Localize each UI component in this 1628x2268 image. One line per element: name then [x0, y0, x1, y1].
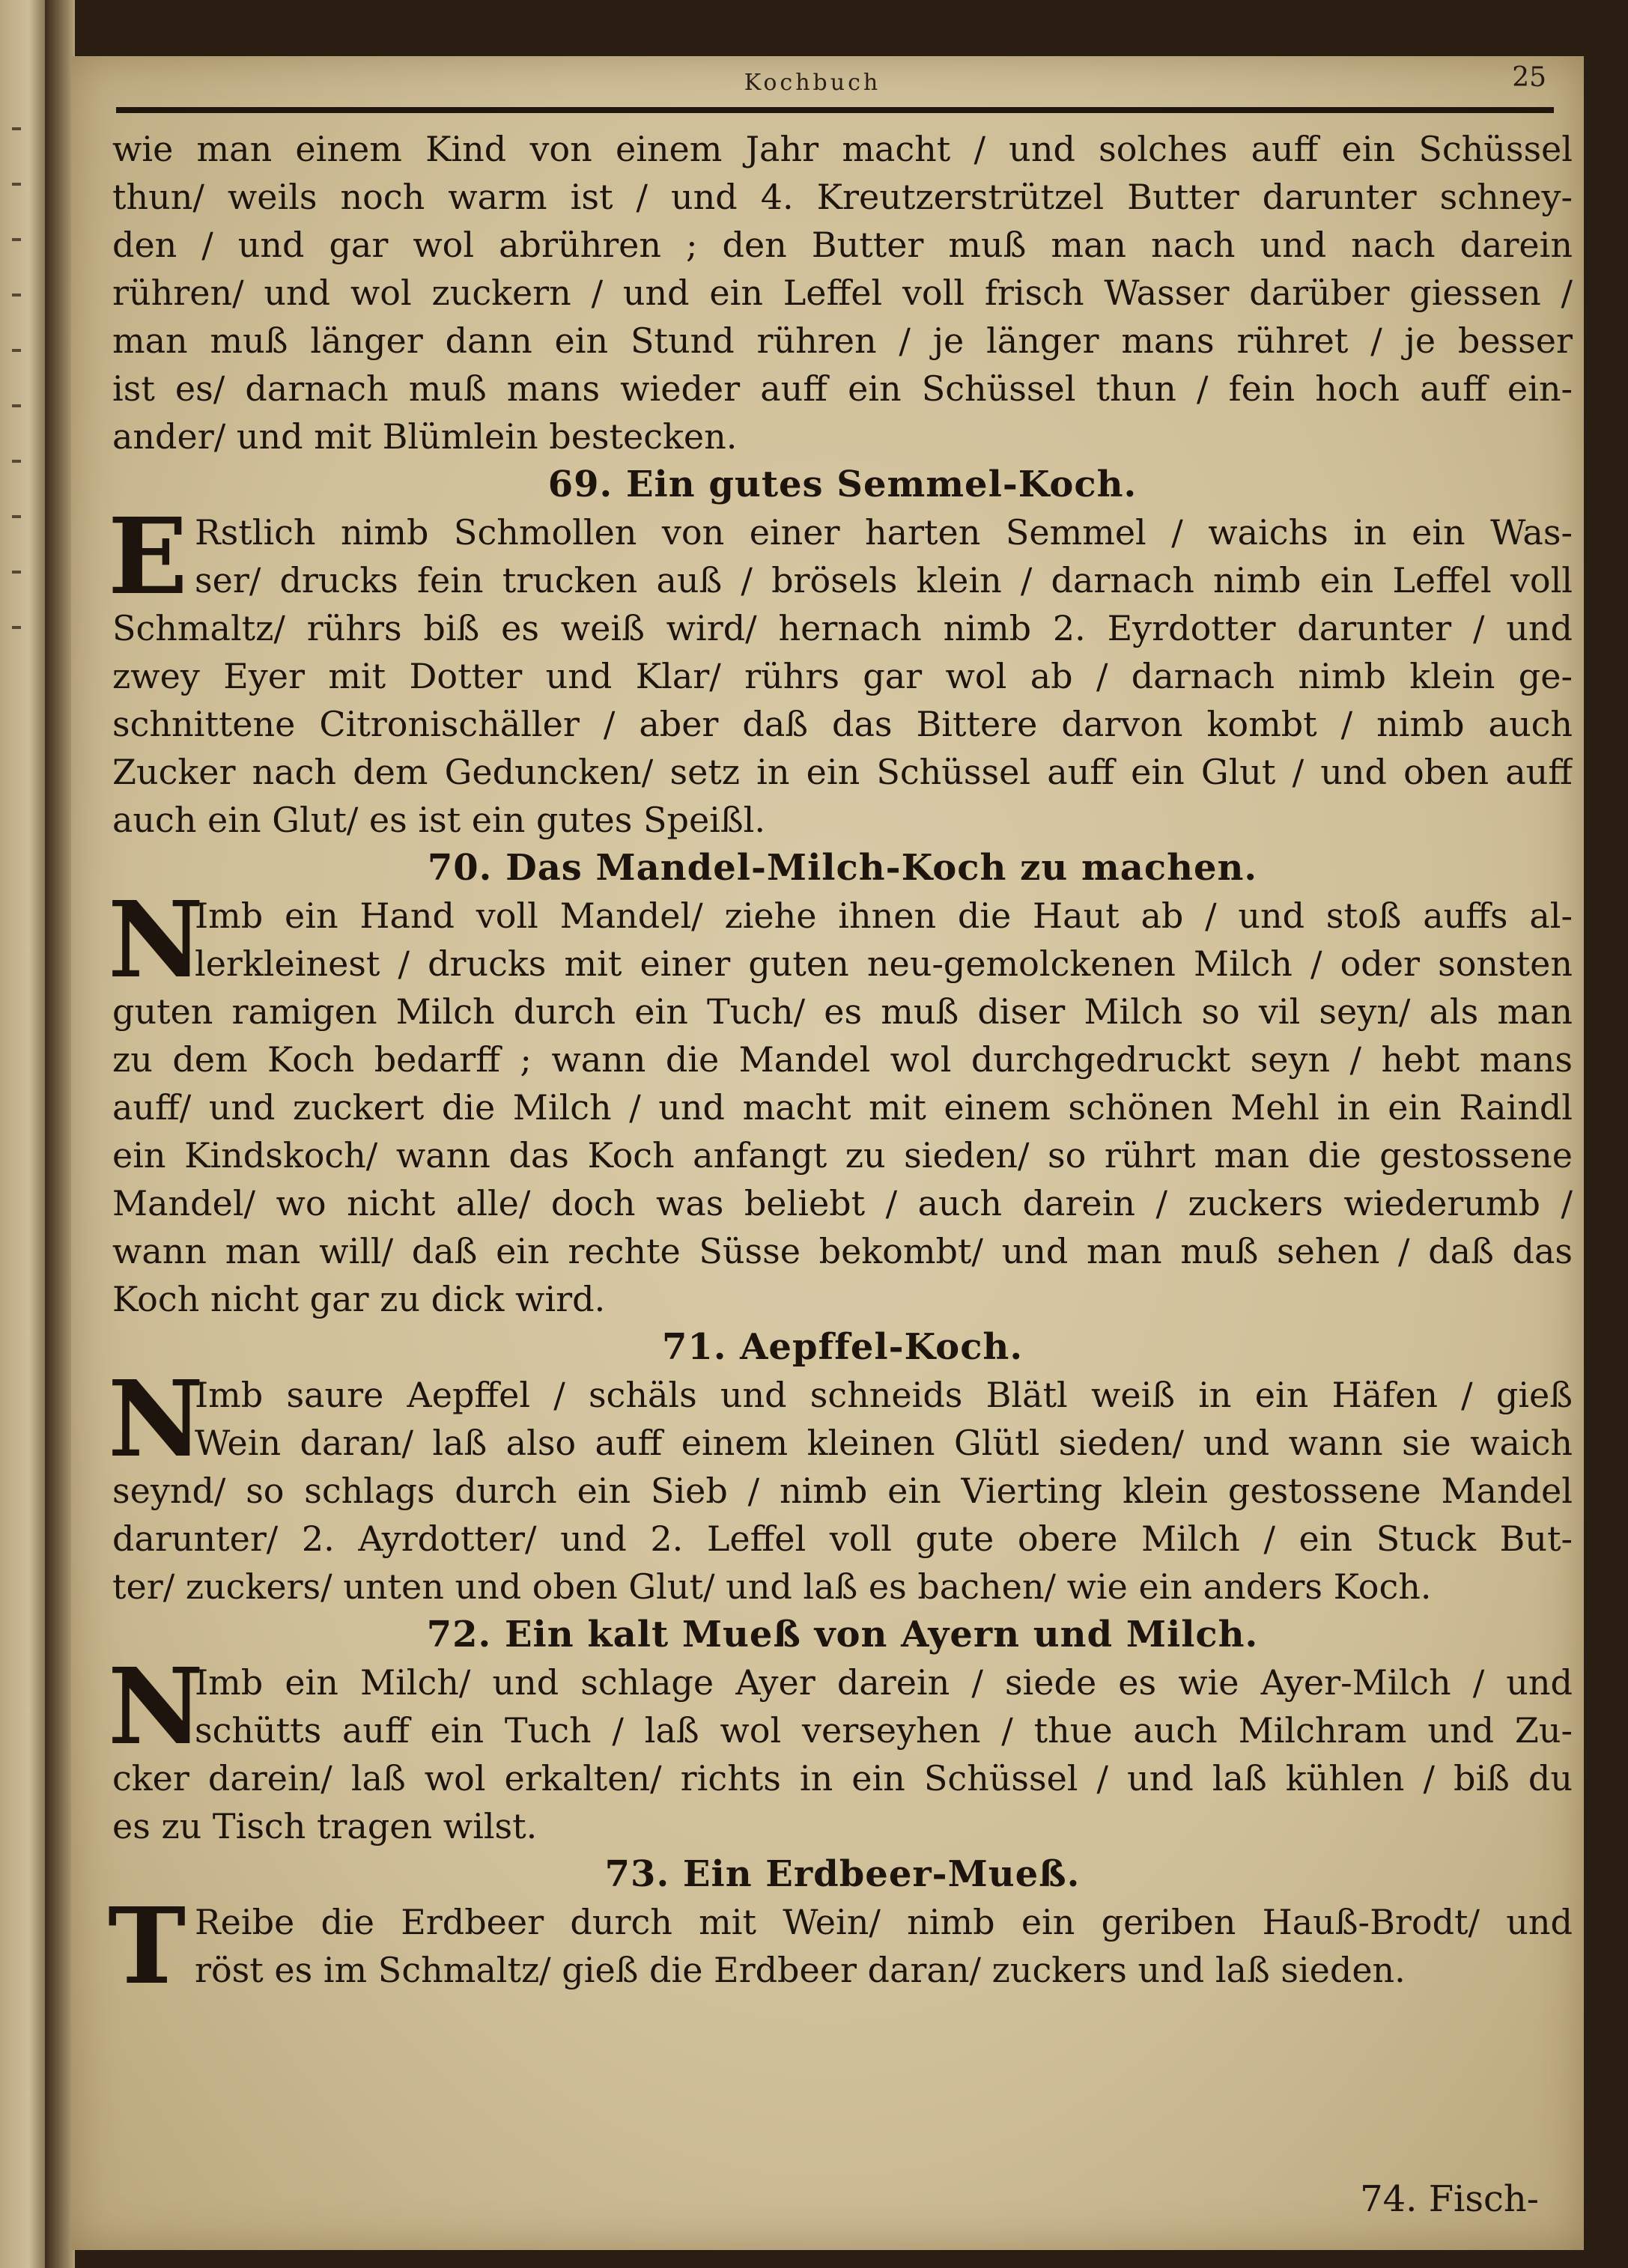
drop-cap: E [108, 496, 188, 618]
running-head: Kochbuch [744, 70, 881, 96]
text-line: auff/ und zuckert die Milch / und macht mit einem schönen Mehl in ein Raindl [112, 1087, 1573, 1128]
text-line: Rstlich nimb Schmollen von einer harten Semmel / waichs in ein Was- [195, 512, 1573, 553]
drop-cap: N [108, 1646, 204, 1769]
intro-paragraph [112, 125, 1573, 460]
drop-cap: N [108, 879, 204, 1002]
text-line: den / und gar wol abrühren ; den Butter muß man nach und nach darein [112, 225, 1573, 265]
text-line: zu dem Koch bedarff ; wann die Mandel wol durchgedruckt seyn / hebt mans [112, 1039, 1573, 1080]
recipe-title: 72. Ein kalt Mueß von Ayern und Milch. [426, 1614, 1259, 1656]
text-line: ser/ drucks fein trucken auß / brösels klein / darnach nimb ein Leffel voll [195, 560, 1573, 601]
text-line: wie man einem Kind von einem Jahr macht / und solches auff ein Schüssel [112, 129, 1573, 169]
recipe-title: 70. Das Mandel-Milch-Koch zu machen. [427, 847, 1258, 889]
text-line: darunter/ 2. Ayrdotter/ und 2. Leffel voll gute obere Milch / ein Stuck But- [112, 1518, 1573, 1559]
text-line: lerkleinest / drucks mit einer guten neu-gemolckenen Milch / oder sonsten [195, 943, 1573, 984]
text-line: seynd/ so schlags durch ein Sieb / nimb ein Vierting klein gestossene Mandel [112, 1471, 1573, 1511]
text-line: ander/ und mit Blümlein bestecken. [112, 416, 738, 457]
text-line: Koch nicht gar zu dick wird. [112, 1279, 606, 1319]
book-page [71, 56, 1584, 2250]
text-line: rühren/ und wol zuckern / und ein Leffel voll frisch Wasser darüber giessen / [112, 273, 1573, 313]
text-line: Mandel/ wo nicht alle/ doch was beliebt / auch darein / zuckers wiederumb / [112, 1183, 1573, 1223]
text-line: Imb ein Milch/ und schlage Ayer darein / siede es wie Ayer-Milch / und [195, 1662, 1573, 1703]
text-line: Imb ein Hand voll Mandel/ ziehe ihnen die Haut ab / und stoß auffs al- [195, 896, 1573, 936]
text-line: es zu Tisch tragen wilst. [112, 1806, 538, 1846]
facing-page-marks [4, 75, 42, 629]
drop-cap: N [108, 1358, 204, 1481]
text-line: wann man will/ daß ein rechte Süsse bekombt/ und man muß sehen / daß das [112, 1231, 1573, 1271]
text-line: auch ein Glut/ es ist ein gutes Speißl. [112, 800, 765, 840]
book-gutter [45, 0, 75, 2268]
recipe-body [108, 496, 1573, 844]
text-line: röst es im Schmaltz/ gieß die Erdbeer daran/ zuckers und laß sieden. [195, 1950, 1406, 1990]
recipe-body [108, 1358, 1573, 1611]
recipe-title: 73. Ein Erdbeer-Mueß. [604, 1853, 1081, 1895]
recipe-title: 71. Aepffel-Koch. [661, 1326, 1024, 1368]
text-line: cker darein/ laß wol erkalten/ richts in ein Schüssel / und laß kühlen / biß du [112, 1758, 1573, 1799]
text-line: schnittene Citronischäller / aber daß das Bittere darvon kombt / nimb auch [112, 704, 1573, 744]
text-line: ist es/ darnach muß mans wieder auff ein Schüssel thun / fein hoch auff ein- [112, 368, 1573, 409]
text-line: ein Kindskoch/ wann das Koch anfangt zu sieden/ so rührt man die gestossene [112, 1135, 1573, 1176]
text-line: ter/ zuckers/ unten und oben Glut/ und laß es bachen/ wie ein anders Koch. [112, 1566, 1432, 1607]
text-line: guten ramigen Milch durch ein Tuch/ es muß diser Milch so vil seyn/ als man [112, 991, 1573, 1032]
drop-cap: T [108, 1885, 186, 2008]
recipe-body [108, 879, 1573, 1323]
text-line: Wein daran/ laß also auff einem kleinen Glütl sieden/ und wann sie waich [195, 1423, 1573, 1463]
text-line: Imb saure Aepffel / schäls und schneids Blätl weiß in ein Häfen / gieß [195, 1375, 1573, 1415]
catchword: 74. Fisch- [1360, 2178, 1539, 2220]
text-line: Reibe die Erdbeer durch mit Wein/ nimb ein geriben Hauß-Brodt/ und [195, 1902, 1573, 1942]
page-text [108, 125, 1573, 2008]
text-line: man muß länger dann ein Stund rühren / je länger mans rühret / je besser [112, 320, 1573, 361]
recipe-body [108, 1646, 1573, 1850]
recipe-body [108, 1885, 1573, 2008]
text-line: Schmaltz/ rührs biß es weiß wird/ hernach nimb 2. Eyrdotter darunter / und [112, 608, 1573, 648]
page-number: 25 [1512, 62, 1546, 93]
text-line: Zucker nach dem Geduncken/ setz in ein Schüssel auff ein Glut / und oben auff [112, 752, 1573, 792]
recipe-title: 69. Ein gutes Semmel-Koch. [547, 463, 1138, 505]
text-line: schütts auff ein Tuch / laß wol verseyhen / thue auch Milchram und Zu- [195, 1710, 1573, 1751]
text-line: thun/ weils noch warm ist / und 4. Kreutzerstrützel Butter darunter schney- [112, 177, 1573, 217]
text-line: zwey Eyer mit Dotter und Klar/ rührs gar wol ab / darnach nimb klein ge- [112, 656, 1573, 696]
header-rule [116, 107, 1554, 113]
